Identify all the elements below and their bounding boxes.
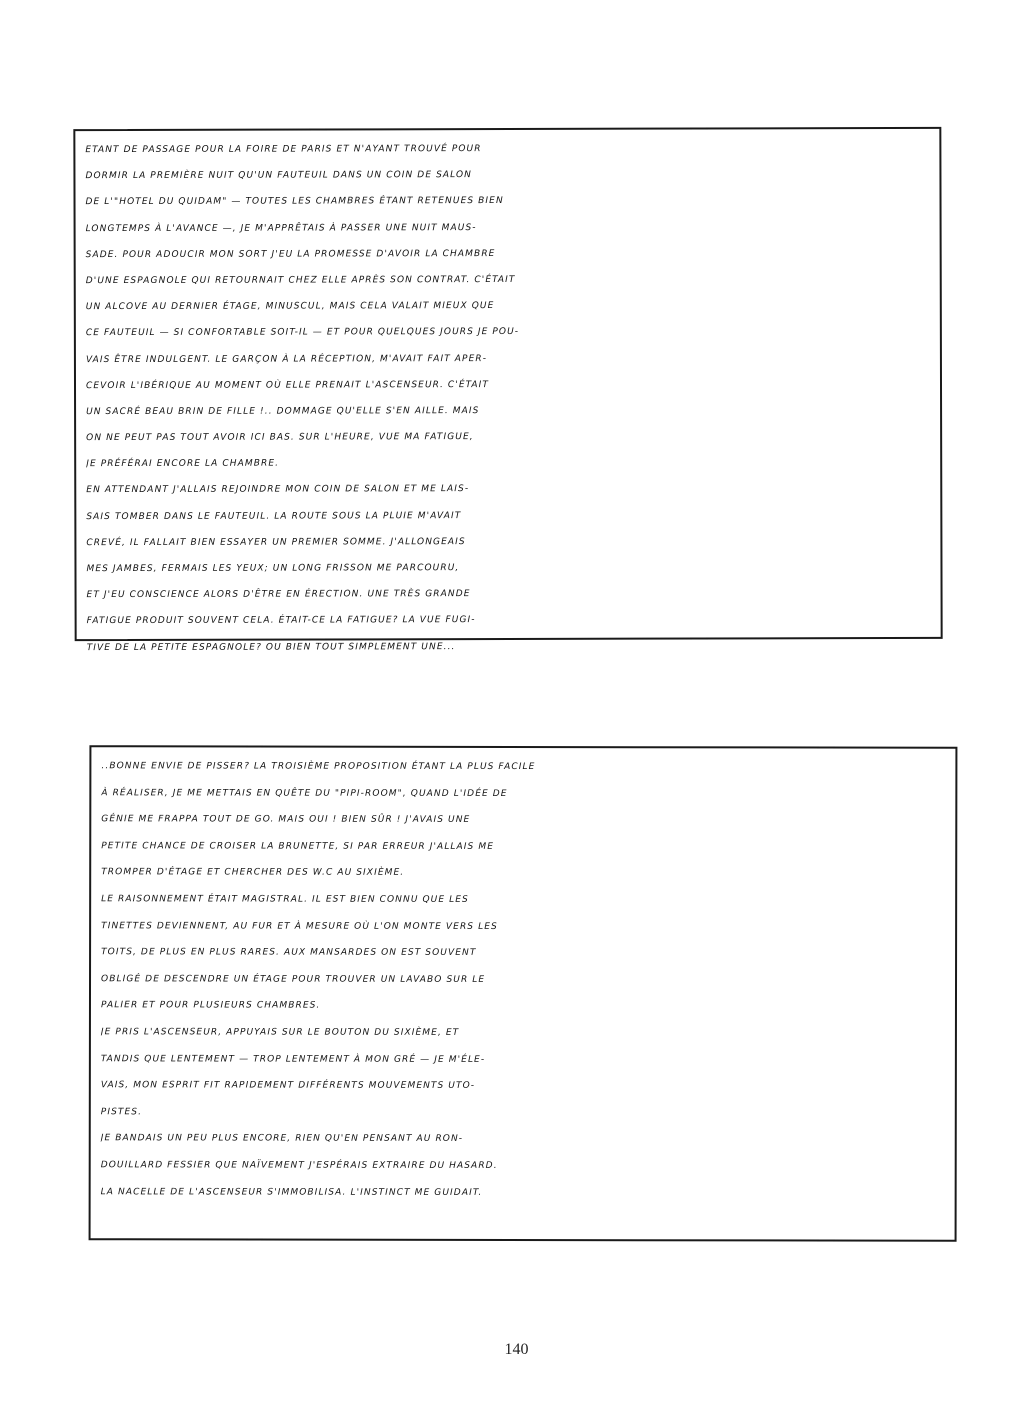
text-line: ON NE PEUT PAS TOUT AVOIR ICI BAS. SUR L'HEURE, VUE MA FATIGUE, (86, 432, 474, 444)
text-panel-top (73, 127, 942, 653)
text-line: TANDIS QUE LENTEMENT — TROP LENTEMENT À MON GRÉ — JE M'ÉLE- (100, 1053, 486, 1065)
text-line: ET J'EU CONSCIENCE ALORS D'ÊTRE EN ÉRECTION. UNE TRÈS GRANDE (86, 589, 471, 601)
text-line: UN ALCOVE AU DERNIER ÉTAGE, MINUSCUL, MAIS CELA VALAIT MIEUX QUE (85, 301, 495, 313)
text-line: PALIER ET POUR PLUSIEURS CHAMBRES. (100, 1000, 321, 1011)
text-line: EN ATTENDANT J'ALLAIS REJOINDRE MON COIN DE SALON ET ME LAIS- (86, 484, 470, 496)
text-line: PETITE CHANCE DE CROISER LA BRUNETTE, SI PAR ERREUR J'ALLAIS ME (101, 841, 494, 852)
text-line: TINETTES DEVIENNENT, AU FUR ET À MESURE OÙ L'ON MONTE VERS LES (101, 920, 498, 932)
text-line: LE RAISONNEMENT ÉTAIT MAGISTRAL. IL EST BIEN CONNU QUE LES (101, 894, 469, 905)
text-line: PISTES. (100, 1106, 143, 1118)
text-panel-bottom (89, 745, 958, 1242)
text-line: DOUILLARD FESSIER QUE NAÏVEMENT J'ESPÉRAIS EXTRAIRE DU HASARD. (100, 1160, 498, 1171)
text-line: TOITS, DE PLUS EN PLUS RARES. AUX MANSARDES ON EST SOUVENT (101, 947, 477, 959)
text-line: VAIS, MON ESPRIT FIT RAPIDEMENT DIFFÉRENTS MOUVEMENTS UTO- (100, 1080, 476, 1092)
text-line: À RÉALISER, JE ME METTAIS EN QUÊTE DU "PIPI-ROOM", QUAND L'IDÉE DE (101, 787, 508, 799)
text-line: FATIGUE PRODUIT SOUVENT CELA. ÉTAIT-CE LA FATIGUE? LA VUE FUGI- (86, 615, 476, 627)
text-line: GÉNIE ME FRAPPA TOUT DE GO. MAIS OUI ! BIEN SÛR ! J'AVAIS UNE (101, 814, 471, 826)
text-line: SAIS TOMBER DANS LE FAUTEUIL. LA ROUTE SOUS LA PLUIE M'AVAIT (86, 510, 462, 522)
text-line: VAIS ÊTRE INDULGENT. LE GARÇON À LA RÉCEPTION, M'AVAIT FAIT APER- (85, 353, 488, 365)
text-line: TIVE DE LA PETITE ESPAGNOLE? OU BIEN TOUT SIMPLEMENT UNE... (86, 641, 456, 653)
page-number: 140 (504, 1341, 529, 1358)
text-line: UN SACRÉ BEAU BRIN DE FILLE !.. DOMMAGE QU'ELLE S'EN AILLE. MAIS (86, 405, 480, 417)
text-line: LA NACELLE DE L'ASCENSEUR S'IMMOBILISA. L'INSTINCT ME GUIDAIT. (100, 1186, 483, 1198)
text-line: DE L'"HOTEL DU QUIDAM" — TOUTES LES CHAMBRES ÉTANT RETENUES BIEN (85, 196, 504, 208)
text-line: D'UNE ESPAGNOLE QUI RETOURNAIT CHEZ ELLE APRÈS SON CONTRAT. C'ÉTAIT (85, 274, 516, 287)
text-line: CE FAUTEUIL — SI CONFORTABLE SOIT-IL — ET POUR QUELQUES JOURS JE POU- (85, 327, 520, 339)
text-line: ..BONNE ENVIE DE PISSER? LA TROISIÈME PROPOSITION ÉTANT LA PLUS FACILE (101, 761, 536, 773)
text-line: MES JAMBES, FERMAIS LES YEUX; UN LONG FRISSON ME PARCOURU, (86, 563, 460, 575)
text-line: CEVOIR L'IBÉRIQUE AU MOMENT OÙ ELLE PRENAIT L'ASCENSEUR. C'ÉTAIT (85, 379, 490, 391)
text-line: JE PRIS L'ASCENSEUR, APPUYAIS SUR LE BOUTON DU SIXIÈME, ET (100, 1027, 460, 1038)
text-line: SADE. POUR ADOUCIR MON SORT J'EU LA PROMESSE D'AVOIR LA CHAMBRE (85, 248, 496, 260)
text-line: ETANT DE PASSAGE POUR LA FOIRE DE PARIS ET N'AYANT TROUVÉ POUR (85, 144, 482, 156)
text-line: LONGTEMPS À L'AVANCE —, JE M'APPRÊTAIS À PASSER UNE NUIT MAUS- (85, 222, 477, 234)
text-line: JE PRÉFÉRAI ENCORE LA CHAMBRE. (86, 458, 280, 470)
text-line: JE BANDAIS UN PEU PLUS ENCORE, RIEN QU'EN PENSANT AU RON- (100, 1133, 464, 1145)
text-line: DORMIR LA PREMIÈRE NUIT QU'UN FAUTEUIL DANS UN COIN DE SALON (85, 170, 473, 182)
text-line: OBLIGÉ DE DESCENDRE UN ÉTAGE POUR TROUVER UN LAVABO SUR LE (101, 974, 486, 985)
text-line: CREVÉ, IL FALLAIT BIEN ESSAYER UN PREMIER SOMME. J'ALLONGEAIS (86, 536, 466, 548)
text-line: TROMPER D'ÉTAGE ET CHERCHER DES W.C AU SIXIÈME. (101, 867, 405, 879)
